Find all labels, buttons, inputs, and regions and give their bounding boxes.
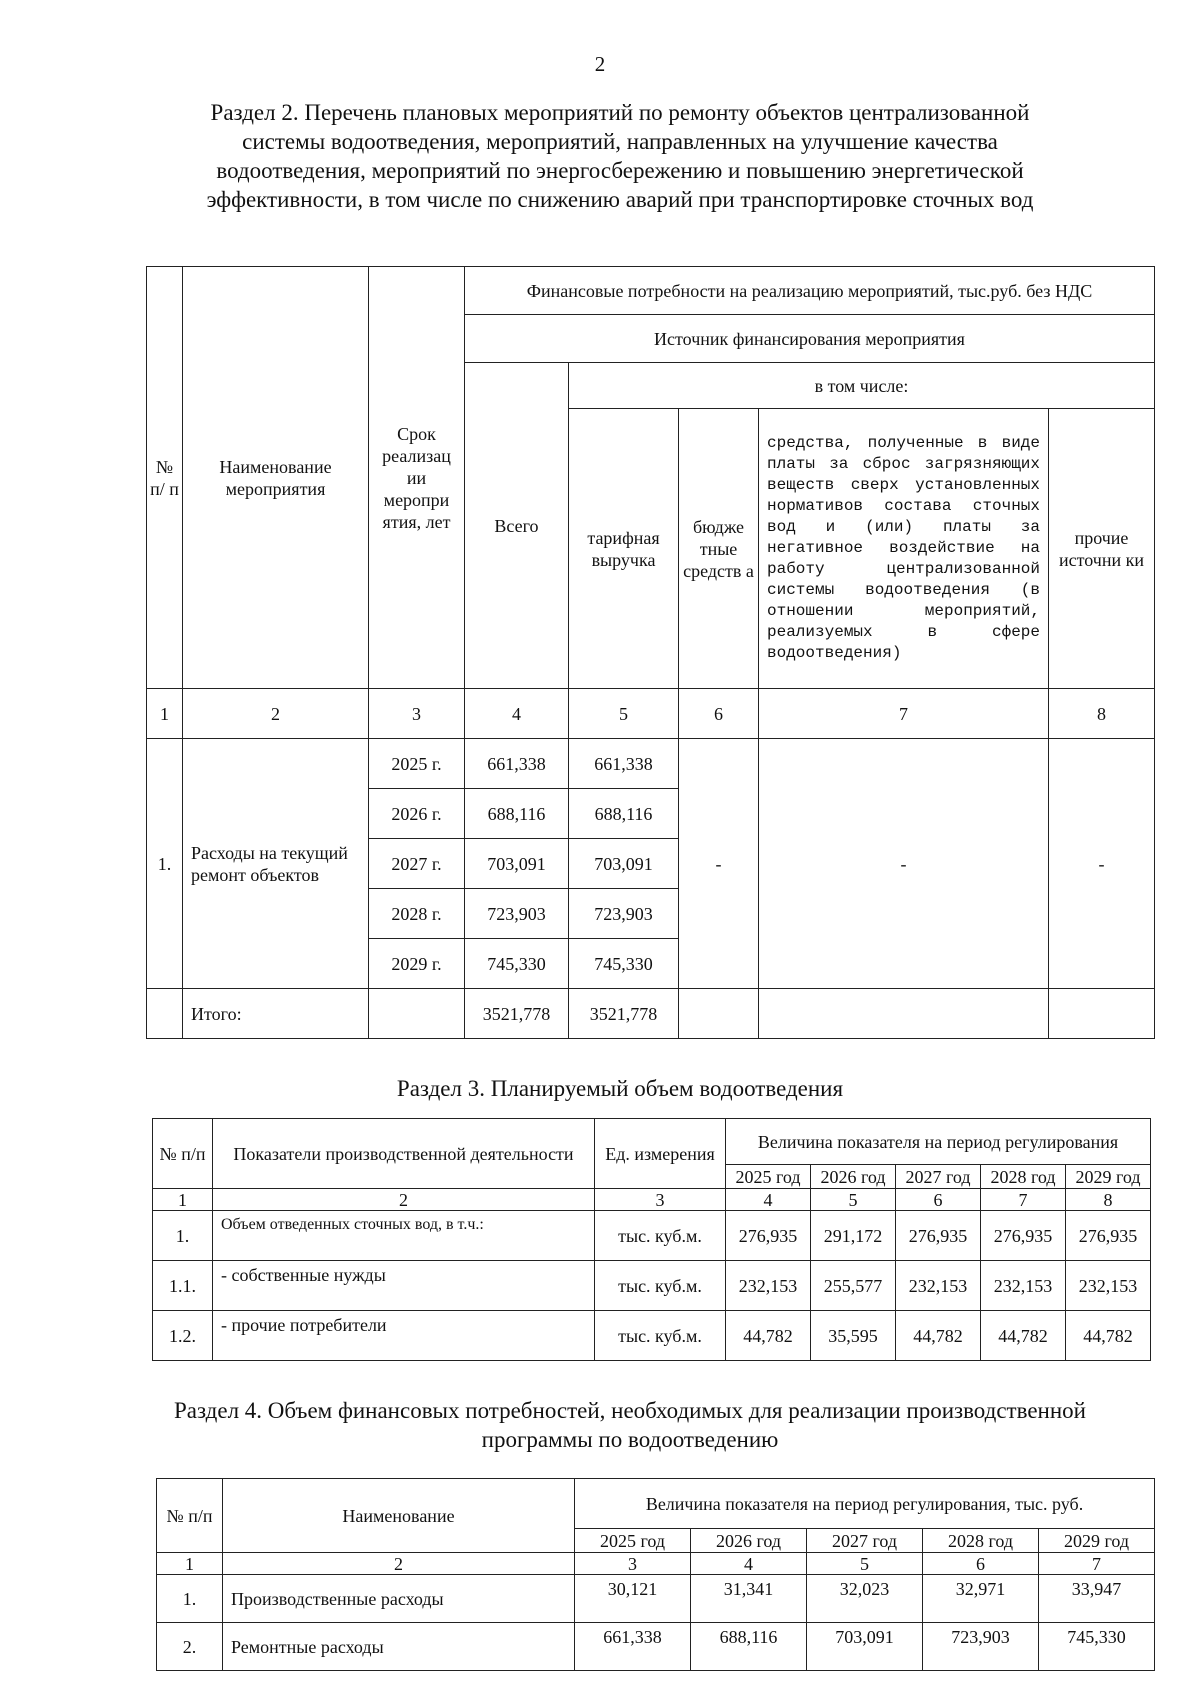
header-period: Величина показателя на период регулирования, тыс. руб.	[575, 1479, 1155, 1529]
year-header: 2029 год	[1039, 1529, 1155, 1553]
header-source: Источник финансирования мероприятия	[465, 315, 1155, 363]
header-indicator: Показатели производственной деятельности	[213, 1119, 595, 1189]
section3-title: Раздел 3. Планируемый объем водоотведения	[396, 1076, 844, 1101]
col-number: 7	[759, 689, 1049, 739]
table-row	[157, 1575, 1155, 1623]
header-fees-last: водоотведения)	[767, 644, 902, 662]
col-number: 7	[1039, 1553, 1155, 1575]
total-label: Итого:	[183, 989, 369, 1039]
value-cell: 232,153	[981, 1261, 1066, 1311]
value-cell: 32,023	[807, 1575, 923, 1623]
col-number: 8	[1066, 1189, 1151, 1211]
tariff-cell: 688,116	[569, 789, 679, 839]
section3-table	[152, 1118, 1151, 1361]
col-number: 8	[1049, 689, 1155, 739]
year-header: 2028 год	[981, 1165, 1066, 1189]
value-cell: 32,971	[923, 1575, 1039, 1623]
empty-cell	[1049, 989, 1155, 1039]
value-cell: 276,935	[1066, 1211, 1151, 1261]
year-cell: 2025 г.	[369, 739, 465, 789]
year-header: 2025 год	[575, 1529, 691, 1553]
header-tariff: тарифная выручка	[569, 409, 679, 689]
value-cell: 30,121	[575, 1575, 691, 1623]
header-other: прочие источни ки	[1049, 409, 1155, 689]
header-unit: Ед. измерения	[595, 1119, 726, 1189]
year-header: 2025 год	[726, 1165, 811, 1189]
row-num: 2.	[157, 1623, 223, 1671]
header-term: Срок реализац ии меропри ятия, лет	[369, 267, 465, 689]
tariff-cell: 745,330	[569, 939, 679, 989]
header-finance: Финансовые потребности на реализацию мероприятий, тыс.руб. без НДС	[465, 267, 1155, 315]
col-number: 4	[465, 689, 569, 739]
item-name: Расходы на текущий ремонт объектов	[183, 739, 369, 989]
header-total: Всего	[465, 363, 569, 689]
grand-total: 3521,778	[465, 989, 569, 1039]
row-name: - собственные нужды	[213, 1261, 595, 1311]
value-cell: 232,153	[1066, 1261, 1151, 1311]
col-number: 1	[147, 689, 183, 739]
year-header: 2026 год	[811, 1165, 896, 1189]
table-row	[153, 1211, 1151, 1261]
value-cell: 276,935	[896, 1211, 981, 1261]
year-cell: 2028 г.	[369, 889, 465, 939]
col-number: 3	[595, 1189, 726, 1211]
title-line: эффективности, в том числе по снижению аварий при транспортировке сточных вод	[206, 187, 1034, 212]
value-cell: 291,172	[811, 1211, 896, 1261]
total-cell: 661,338	[465, 739, 569, 789]
value-cell: 745,330	[1039, 1623, 1155, 1671]
item-num: 1.	[147, 739, 183, 989]
value-cell: 44,782	[726, 1311, 811, 1361]
section2-title	[150, 98, 1090, 214]
table-row	[157, 1623, 1155, 1671]
grand-tariff: 3521,778	[569, 989, 679, 1039]
header-name: Наименование	[223, 1479, 575, 1553]
header-num: № п/п	[153, 1119, 213, 1189]
col-number: 1	[157, 1553, 223, 1575]
title-line: системы водоотведения, мероприятий, направленных на улучшение качества	[242, 129, 998, 154]
header-fees-text: средства, полученные в виде платы за сброс загрязняющих веществ сверх установленных нормативов состава сточных вод и (или) платы за негативное воздействие на работу централизованной системы водоотведения (в отношении мероприятий, реализуемых в сфере	[767, 434, 1040, 641]
total-cell: 703,091	[465, 839, 569, 889]
row-unit: тыс. куб.м.	[595, 1211, 726, 1261]
col-number: 6	[896, 1189, 981, 1211]
header-period: Величина показателя на период регулирования	[726, 1119, 1151, 1165]
row-unit: тыс. куб.м.	[595, 1261, 726, 1311]
section4-title	[100, 1396, 1160, 1454]
col-number: 7	[981, 1189, 1066, 1211]
header-including: в том числе:	[569, 363, 1155, 409]
value-cell: 661,338	[575, 1623, 691, 1671]
value-cell: 276,935	[726, 1211, 811, 1261]
other-cell: -	[1049, 739, 1155, 989]
year-header: 2026 год	[691, 1529, 807, 1553]
year-cell: 2027 г.	[369, 839, 465, 889]
value-cell: 723,903	[923, 1623, 1039, 1671]
col-number: 2	[223, 1553, 575, 1575]
value-cell: 255,577	[811, 1261, 896, 1311]
value-cell: 44,782	[896, 1311, 981, 1361]
col-number: 5	[569, 689, 679, 739]
table-row	[153, 1261, 1151, 1311]
header-name: Наименование мероприятия	[183, 267, 369, 689]
col-number: 2	[213, 1189, 595, 1211]
empty-cell	[759, 989, 1049, 1039]
col-number: 3	[575, 1553, 691, 1575]
col-number: 6	[923, 1553, 1039, 1575]
tariff-cell: 703,091	[569, 839, 679, 889]
value-cell: 232,153	[726, 1261, 811, 1311]
col-number: 4	[726, 1189, 811, 1211]
value-cell: 31,341	[691, 1575, 807, 1623]
row-name: Ремонтные расходы	[223, 1623, 575, 1671]
total-cell: 745,330	[465, 939, 569, 989]
row-unit: тыс. куб.м.	[595, 1311, 726, 1361]
value-cell: 276,935	[981, 1211, 1066, 1261]
year-cell: 2026 г.	[369, 789, 465, 839]
section2-table	[146, 266, 1155, 1039]
title-line: Раздел 4. Объем финансовых потребностей, необходимых для реализации производственной	[174, 1398, 1086, 1423]
tariff-cell: 723,903	[569, 889, 679, 939]
header-fees	[759, 409, 1049, 689]
row-num: 1.1.	[153, 1261, 213, 1311]
col-number: 6	[679, 689, 759, 739]
year-header: 2028 год	[923, 1529, 1039, 1553]
value-cell: 688,116	[691, 1623, 807, 1671]
row-num: 1.2.	[153, 1311, 213, 1361]
header-budget: бюдже тные средств а	[679, 409, 759, 689]
section4-table	[156, 1478, 1155, 1671]
total-cell: 723,903	[465, 889, 569, 939]
value-cell: 703,091	[807, 1623, 923, 1671]
fees-cell: -	[759, 739, 1049, 989]
year-header: 2027 год	[896, 1165, 981, 1189]
value-cell: 232,153	[896, 1261, 981, 1311]
empty-cell	[369, 989, 465, 1039]
value-cell: 44,782	[1066, 1311, 1151, 1361]
row-name: Объем отведенных сточных вод, в т.ч.:	[213, 1211, 595, 1261]
table-row	[153, 1311, 1151, 1361]
tariff-cell: 661,338	[569, 739, 679, 789]
page-number: 2	[594, 52, 606, 76]
value-cell: 35,595	[811, 1311, 896, 1361]
row-name: - прочие потребители	[213, 1311, 595, 1361]
value-cell: 44,782	[981, 1311, 1066, 1361]
col-number: 3	[369, 689, 465, 739]
value-cell: 33,947	[1039, 1575, 1155, 1623]
year-cell: 2029 г.	[369, 939, 465, 989]
col-number: 2	[183, 689, 369, 739]
title-line: водоотведения, мероприятий по энергосбережению и повышению энергетической	[216, 158, 1024, 183]
empty-cell	[147, 989, 183, 1039]
col-number: 5	[811, 1189, 896, 1211]
total-cell: 688,116	[465, 789, 569, 839]
row-name: Производственные расходы	[223, 1575, 575, 1623]
title-line: программы по водоотведению	[481, 1427, 779, 1452]
year-header: 2027 год	[807, 1529, 923, 1553]
empty-cell	[679, 989, 759, 1039]
col-number: 1	[153, 1189, 213, 1211]
header-num: № п/п	[157, 1479, 223, 1553]
header-num: № п/ п	[147, 267, 183, 689]
col-number: 4	[691, 1553, 807, 1575]
col-number: 5	[807, 1553, 923, 1575]
row-num: 1.	[157, 1575, 223, 1623]
row-num: 1.	[153, 1211, 213, 1261]
title-line: Раздел 2. Перечень плановых мероприятий по ремонту объектов централизованной	[210, 100, 1030, 125]
year-header: 2029 год	[1066, 1165, 1151, 1189]
budget-cell: -	[679, 739, 759, 989]
